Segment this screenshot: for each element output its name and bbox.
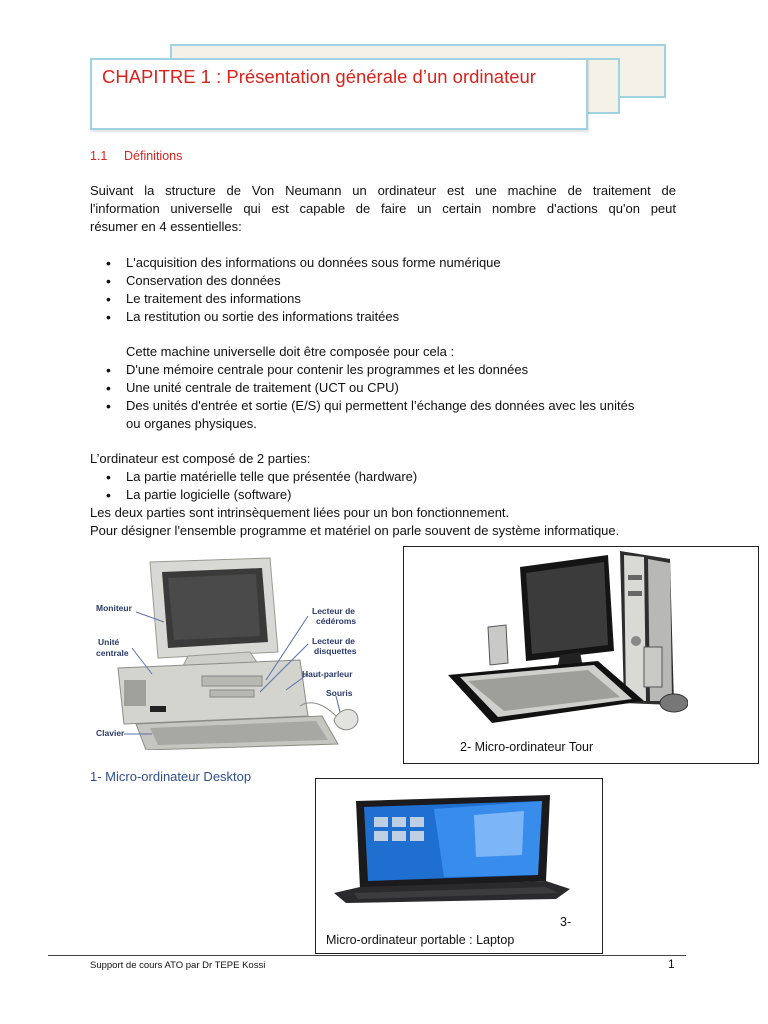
section-heading [90, 149, 182, 163]
list-item: • Des unités d'entrée et sortie (E/S) qui permettent l’échange des données avec les unités [106, 398, 635, 414]
laptop-caption: Micro-ordinateur portable : Laptop [326, 933, 515, 947]
tower-figure-box [403, 546, 759, 764]
label-haut-parleur: Haut-parleur [302, 669, 353, 679]
bullet-icon: • [106, 255, 111, 271]
bullet-icon: • [106, 487, 111, 503]
bullet-icon: • [106, 309, 111, 325]
mouse-icon [660, 694, 688, 712]
list-item: • La restitution ou sortie des informations traitées [106, 309, 400, 325]
label-unite: Unité [98, 637, 120, 647]
list-item: • L'acquisition des informations ou données sous forme numérique [106, 255, 501, 271]
laptop-illustration [334, 795, 572, 903]
label-cederoms: cédéroms [316, 616, 357, 626]
label-lecteur-cd: Lecteur de [312, 606, 355, 616]
list-item: • La partie logicielle (software) [106, 487, 292, 503]
laptop-figure-box [315, 778, 603, 954]
chapter-title: CHAPITRE 1 : Présentation générale d’un ordinateur [102, 66, 536, 87]
list-item: • D'une mémoire centrale pour contenir les programmes et les données [106, 362, 529, 378]
list-item: • Une unité centrale de traitement (UCT ou CPU) [106, 380, 399, 396]
intro-line: Suivant la structure de Von Neumann un ordinateur est une machine de traitement de [90, 183, 676, 198]
label-lecteur-disquettes: Lecteur de [312, 636, 355, 646]
intro-paragraph [90, 182, 676, 236]
composition-intro: Cette machine universelle doit être composée pour cela : [126, 344, 455, 359]
keyboard-icon [448, 661, 644, 723]
tower-illustration [448, 551, 688, 727]
label-disquettes: disquettes [314, 646, 357, 656]
section-title: Définitions [124, 149, 183, 163]
bullet-icon: • [106, 469, 111, 485]
list-item: • Conservation des données [106, 273, 281, 289]
bullet-icon: • [106, 398, 111, 414]
laptop-caption-number: 3- [560, 915, 572, 929]
bullet-icon: • [106, 380, 111, 396]
parts-closing-line: Pour désigner l'ensemble programme et matériel on parle souvent de système informatique. [90, 523, 620, 538]
footer-text: Support de cours ATO par Dr TEPE Kossi [90, 960, 266, 971]
laptop-icon [334, 795, 570, 903]
footer-rule [48, 955, 686, 956]
label-centrale: centrale [96, 648, 129, 658]
label-moniteur: Moniteur [96, 603, 132, 613]
monitor-icon [150, 558, 278, 668]
list-item: • Le traitement des informations [106, 291, 301, 307]
label-clavier: Clavier [96, 728, 125, 738]
monitor-icon [520, 555, 614, 681]
label-souris: Souris [326, 688, 353, 698]
central-unit-icon [118, 660, 308, 724]
bullet-icon: • [106, 362, 111, 378]
section-number: 1.1 [90, 149, 108, 163]
intro-line: l'information universelle qui est capable de faire un certain nombre d'actions qu'on peut [90, 201, 676, 216]
list-item: • La partie matérielle telle que présentée (hardware) [106, 469, 418, 485]
tower-caption: 2- Micro-ordinateur Tour [460, 740, 594, 754]
parts-closing-line: Les deux parties sont intrinsèquement liées pour un bon fonctionnement. [90, 505, 510, 520]
list-item-continuation: ou organes physiques. [126, 416, 257, 431]
parts-intro: L’ordinateur est composé de 2 parties: [90, 451, 311, 466]
bullet-icon: • [106, 273, 111, 289]
desktop-caption: 1- Micro-ordinateur Desktop [90, 769, 252, 784]
desktop-figure [90, 556, 378, 750]
page-number: 1 [668, 957, 675, 971]
bullet-icon: • [106, 291, 111, 307]
intro-line: résumer en 4 essentielles: [90, 219, 242, 234]
